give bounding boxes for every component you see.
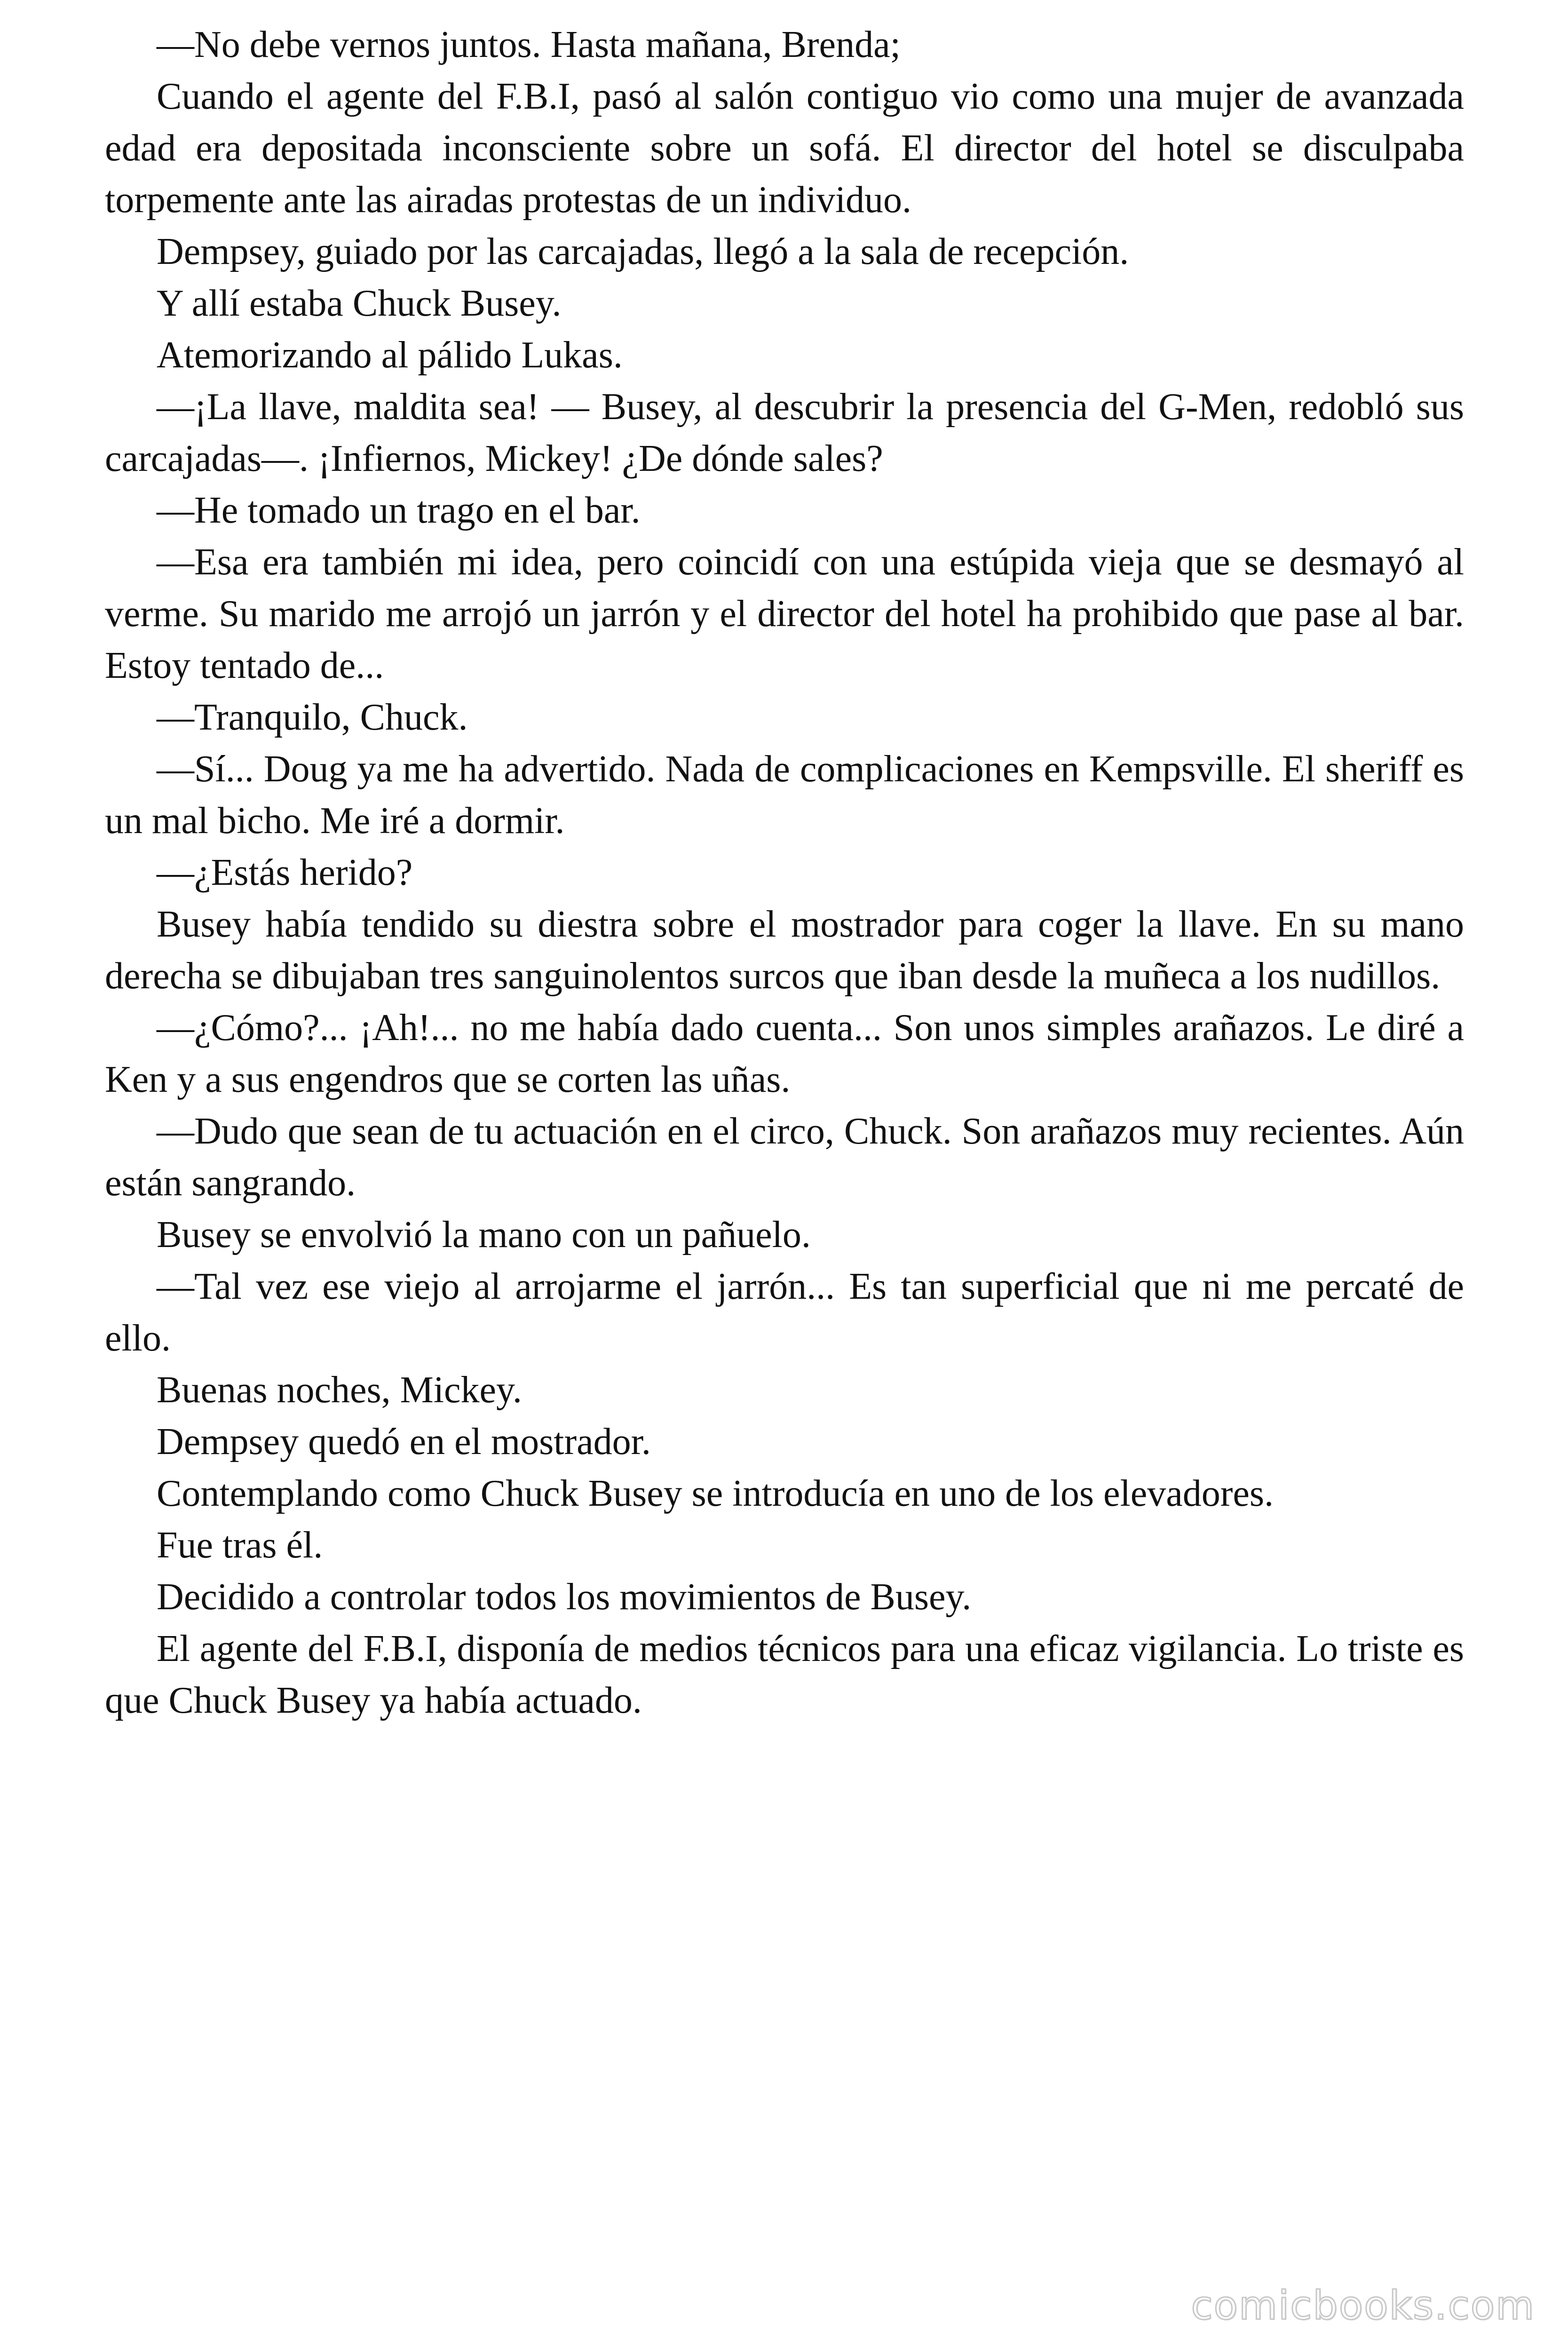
paragraph: —Esa era también mi idea, pero coincidí con una estúpida vieja que se desmayó al verme. Su marido me arrojó un jarrón y el director del hotel ha prohibido que pase al bar. Estoy tentado de... — [105, 541, 1464, 686]
paragraph: —Sí... Doug ya me ha advertido. Nada de complicaciones en Kempsville. El sheriff es un mal bicho. Me iré a dormir. — [105, 748, 1464, 842]
paragraph: Atemorizando al pálido Lukas. — [157, 334, 623, 376]
paragraph: Dempsey, guiado por las carcajadas, llegó a la sala de recepción. — [157, 231, 1129, 272]
paragraph: Buenas noches, Mickey. — [157, 1369, 522, 1411]
paragraph: —Tranquilo, Chuck. — [157, 697, 468, 738]
paragraph: Fue tras él. — [157, 1525, 323, 1566]
paragraph: —¿Estás herido? — [157, 852, 413, 893]
watermark: comicbooks.com — [1191, 2282, 1535, 2328]
paragraph: Cuando el agente del F.B.I, pasó al salón contiguo vio como una mujer de avanzada edad era depositada inconsciente sobre un sofá. El director del hotel se disculpaba torpemente ante las airadas protestas de un individuo. — [105, 76, 1464, 221]
paragraph: —No debe vernos juntos. Hasta mañana, Brenda; — [157, 24, 901, 65]
paragraph: Contemplando como Chuck Busey se introducía en uno de los elevadores. — [157, 1473, 1274, 1514]
paragraph: El agente del F.B.I, disponía de medios técnicos para una eficaz vigilancia. Lo triste es que Chuck Busey ya había actuado. — [105, 1628, 1464, 1721]
paragraph: —¡La llave, maldita sea! — Busey, al descubrir la presencia del G-Men, redobló sus carcajadas—. ¡Infiernos, Mickey! ¿De dónde sales? — [105, 386, 1464, 479]
paragraph: Busey se envolvió la mano con un pañuelo. — [157, 1214, 811, 1255]
page-text — [105, 19, 1464, 1726]
paragraph: Busey había tendido su diestra sobre el mostrador para coger la llave. En su mano derecha se dibujaban tres sanguinolentos surcos que iban desde la muñeca a los nudillos. — [105, 904, 1464, 997]
paragraph: Dempsey quedó en el mostrador. — [157, 1421, 651, 1462]
paragraph: Decidido a controlar todos los movimientos de Busey. — [157, 1576, 972, 1618]
paragraph: —Tal vez ese viejo al arrojarme el jarrón... Es tan superficial que ni me percaté de ello. — [105, 1266, 1464, 1359]
paragraph: —Dudo que sean de tu actuación en el circo, Chuck. Son arañazos muy recientes. Aún están sangrando. — [105, 1111, 1464, 1204]
paragraph: —He tomado un trago en el bar. — [157, 490, 641, 531]
paragraph: Y allí estaba Chuck Busey. — [157, 283, 562, 324]
paragraph: —¿Cómo?... ¡Ah!... no me había dado cuenta... Son unos simples arañazos. Le diré a Ken y a sus engendros que se corten las uñas. — [105, 1007, 1464, 1100]
